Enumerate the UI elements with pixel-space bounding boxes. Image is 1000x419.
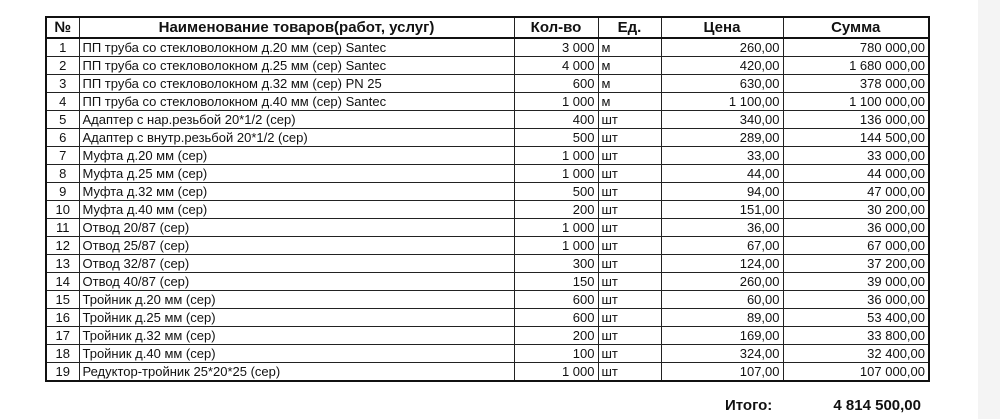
table-row [46, 165, 929, 183]
sum-cell: 107 000,00 [783, 363, 929, 382]
name-cell: ПП труба со стекловолокном д.32 мм (сер) PN 25 [79, 75, 514, 93]
sum-cell: 36 000,00 [783, 219, 929, 237]
unit-cell: шт [598, 327, 661, 345]
number-cell: 12 [46, 237, 79, 255]
unit-cell: шт [598, 309, 661, 327]
price-cell: 340,00 [661, 111, 783, 129]
table-row [46, 327, 929, 345]
price-cell: 1 100,00 [661, 93, 783, 111]
table-row [46, 147, 929, 165]
unit-cell: шт [598, 363, 661, 382]
sum-cell: 1 680 000,00 [783, 57, 929, 75]
number-cell: 6 [46, 129, 79, 147]
header-name: Наименование товаров(работ, услуг) [79, 17, 514, 38]
sum-cell: 37 200,00 [783, 255, 929, 273]
price-cell: 630,00 [661, 75, 783, 93]
sum-cell: 53 400,00 [783, 309, 929, 327]
name-cell: Тройник д.32 мм (сер) [79, 327, 514, 345]
price-cell: 324,00 [661, 345, 783, 363]
header-price: Цена [661, 17, 783, 38]
number-cell: 19 [46, 363, 79, 382]
quantity-cell: 500 [514, 183, 598, 201]
unit-cell: м [598, 38, 661, 57]
name-cell: ПП труба со стекловолокном д.40 мм (сер) Santec [79, 93, 514, 111]
number-cell: 2 [46, 57, 79, 75]
header-number: № [46, 17, 79, 38]
name-cell: Муфта д.40 мм (сер) [79, 201, 514, 219]
number-cell: 8 [46, 165, 79, 183]
header-sum: Сумма [783, 17, 929, 38]
number-cell: 4 [46, 93, 79, 111]
name-cell: Муфта д.25 мм (сер) [79, 165, 514, 183]
name-cell: Тройник д.25 мм (сер) [79, 309, 514, 327]
sum-cell: 47 000,00 [783, 183, 929, 201]
name-cell: ПП труба со стекловолокном д.20 мм (сер) Santec [79, 38, 514, 57]
unit-cell: шт [598, 165, 661, 183]
invoice-table [45, 16, 930, 382]
table-row [46, 75, 929, 93]
name-cell: Адаптер с нар.резьбой 20*1/2 (сер) [79, 111, 514, 129]
name-cell: Тройник д.20 мм (сер) [79, 291, 514, 309]
price-cell: 420,00 [661, 57, 783, 75]
table-row [46, 38, 929, 57]
quantity-cell: 200 [514, 201, 598, 219]
number-cell: 15 [46, 291, 79, 309]
sum-cell: 33 800,00 [783, 327, 929, 345]
price-cell: 260,00 [661, 273, 783, 291]
quantity-cell: 1 000 [514, 93, 598, 111]
unit-cell: шт [598, 201, 661, 219]
quantity-cell: 150 [514, 273, 598, 291]
header-unit: Ед. [598, 17, 661, 38]
table-row [46, 273, 929, 291]
number-cell: 5 [46, 111, 79, 129]
unit-cell: м [598, 57, 661, 75]
sum-cell: 32 400,00 [783, 345, 929, 363]
unit-cell: шт [598, 345, 661, 363]
quantity-cell: 4 000 [514, 57, 598, 75]
quantity-cell: 1 000 [514, 219, 598, 237]
number-cell: 18 [46, 345, 79, 363]
price-cell: 289,00 [661, 129, 783, 147]
unit-cell: м [598, 75, 661, 93]
unit-cell: шт [598, 147, 661, 165]
price-cell: 169,00 [661, 327, 783, 345]
table-row [46, 309, 929, 327]
name-cell: Адаптер с внутр.резьбой 20*1/2 (сер) [79, 129, 514, 147]
name-cell: Отвод 20/87 (сер) [79, 219, 514, 237]
name-cell: Тройник д.40 мм (сер) [79, 345, 514, 363]
number-cell: 14 [46, 273, 79, 291]
quantity-cell: 1 000 [514, 363, 598, 382]
unit-cell: шт [598, 273, 661, 291]
name-cell: Муфта д.32 мм (сер) [79, 183, 514, 201]
price-cell: 260,00 [661, 38, 783, 57]
sum-cell: 44 000,00 [783, 165, 929, 183]
unit-cell: шт [598, 255, 661, 273]
number-cell: 3 [46, 75, 79, 93]
unit-cell: шт [598, 129, 661, 147]
table-row [46, 237, 929, 255]
sum-cell: 136 000,00 [783, 111, 929, 129]
sum-cell: 33 000,00 [783, 147, 929, 165]
price-cell: 67,00 [661, 237, 783, 255]
quantity-cell: 600 [514, 309, 598, 327]
quantity-cell: 3 000 [514, 38, 598, 57]
number-cell: 17 [46, 327, 79, 345]
number-cell: 9 [46, 183, 79, 201]
name-cell: Отвод 25/87 (сер) [79, 237, 514, 255]
name-cell: Муфта д.20 мм (сер) [79, 147, 514, 165]
price-cell: 60,00 [661, 291, 783, 309]
sum-cell: 39 000,00 [783, 273, 929, 291]
price-cell: 89,00 [661, 309, 783, 327]
unit-cell: шт [598, 111, 661, 129]
price-cell: 94,00 [661, 183, 783, 201]
table-body [46, 38, 929, 381]
price-cell: 151,00 [661, 201, 783, 219]
total-row [725, 397, 921, 414]
table-row [46, 129, 929, 147]
sum-cell: 1 100 000,00 [783, 93, 929, 111]
sum-cell: 67 000,00 [783, 237, 929, 255]
name-cell: Редуктор-тройник 25*20*25 (сер) [79, 363, 514, 382]
table-row [46, 255, 929, 273]
number-cell: 16 [46, 309, 79, 327]
sum-cell: 780 000,00 [783, 38, 929, 57]
price-cell: 107,00 [661, 363, 783, 382]
header-quantity: Кол-во [514, 17, 598, 38]
name-cell: ПП труба со стекловолокном д.25 мм (сер) Santec [79, 57, 514, 75]
sum-cell: 378 000,00 [783, 75, 929, 93]
name-cell: Отвод 40/87 (сер) [79, 273, 514, 291]
unit-cell: м [598, 93, 661, 111]
table-row [46, 345, 929, 363]
number-cell: 11 [46, 219, 79, 237]
unit-cell: шт [598, 219, 661, 237]
table-row [46, 183, 929, 201]
table-row [46, 363, 929, 382]
quantity-cell: 400 [514, 111, 598, 129]
number-cell: 10 [46, 201, 79, 219]
table-row [46, 219, 929, 237]
name-cell: Отвод 32/87 (сер) [79, 255, 514, 273]
table-row [46, 201, 929, 219]
quantity-cell: 500 [514, 129, 598, 147]
table-row [46, 291, 929, 309]
table-row [46, 111, 929, 129]
price-cell: 44,00 [661, 165, 783, 183]
quantity-cell: 1 000 [514, 147, 598, 165]
quantity-cell: 600 [514, 291, 598, 309]
quantity-cell: 1 000 [514, 237, 598, 255]
quantity-cell: 600 [514, 75, 598, 93]
total-value: 4 814 500,00 [833, 397, 921, 414]
unit-cell: шт [598, 291, 661, 309]
sum-cell: 36 000,00 [783, 291, 929, 309]
unit-cell: шт [598, 183, 661, 201]
table-header-row [46, 17, 929, 38]
quantity-cell: 300 [514, 255, 598, 273]
sum-cell: 144 500,00 [783, 129, 929, 147]
unit-cell: шт [598, 237, 661, 255]
price-cell: 124,00 [661, 255, 783, 273]
number-cell: 7 [46, 147, 79, 165]
total-label: Итого: [725, 397, 773, 414]
quantity-cell: 200 [514, 327, 598, 345]
quantity-cell: 1 000 [514, 165, 598, 183]
price-cell: 33,00 [661, 147, 783, 165]
table-row [46, 57, 929, 75]
sum-cell: 30 200,00 [783, 201, 929, 219]
quantity-cell: 100 [514, 345, 598, 363]
price-cell: 36,00 [661, 219, 783, 237]
number-cell: 13 [46, 255, 79, 273]
table-row [46, 93, 929, 111]
number-cell: 1 [46, 38, 79, 57]
page-edge-shade [978, 0, 1000, 419]
